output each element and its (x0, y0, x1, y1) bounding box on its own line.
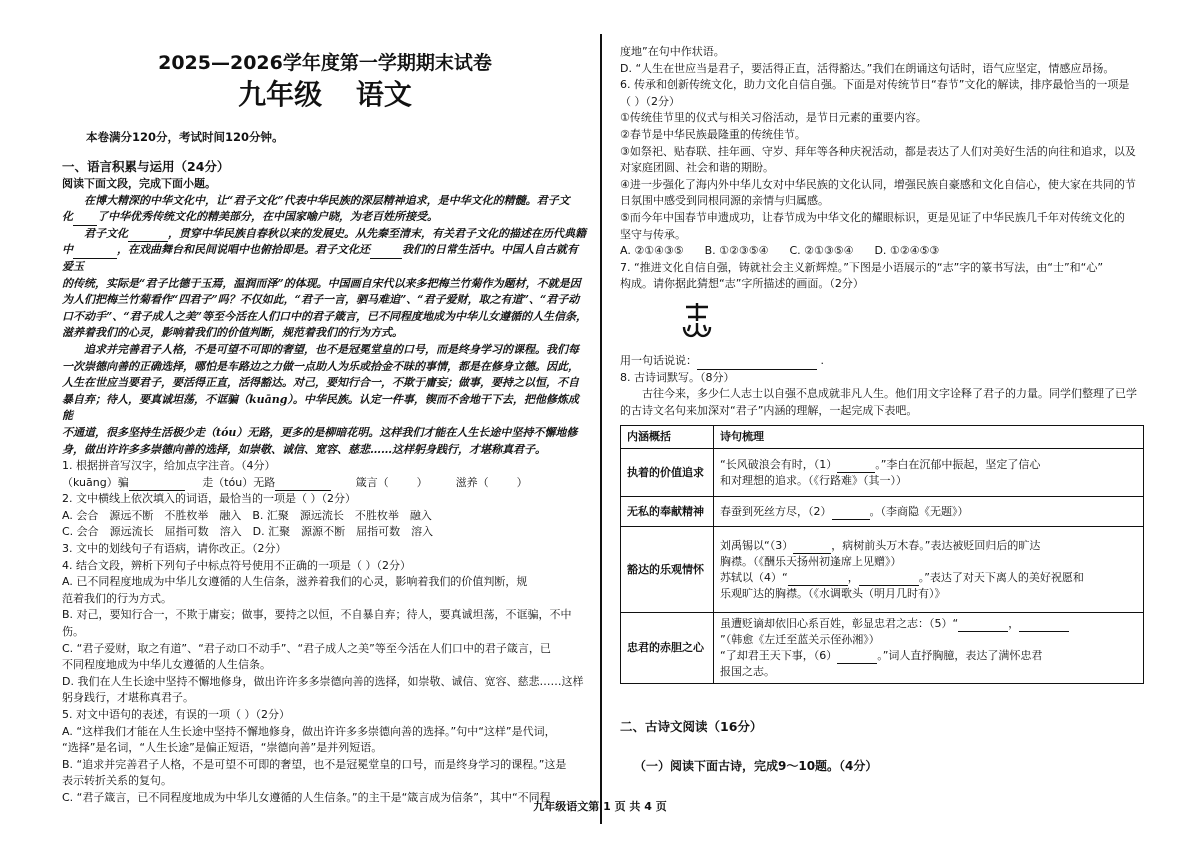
section-2-title: 二、古诗文阅读（16分） (620, 719, 763, 735)
question-6-item: ②春节是中华民族最隆重的传统佳节。 (620, 127, 806, 141)
question-4: 4. 结合文段，辨析下列句子中标点符号使用不正确的一项是（ ）（2分） (62, 558, 411, 572)
question-8: 8. 古诗词默写。（8分） (620, 370, 735, 384)
answer-blank[interactable] (275, 478, 331, 491)
table-key-cell: 忠君的赤胆之心 (621, 613, 714, 684)
question-5: 5. 对文中语句的表述，有误的一项（ ）（2分） (62, 708, 290, 721)
answer-blank[interactable] (837, 460, 875, 473)
grade-label: 九年级 (238, 78, 323, 111)
passage-line: 滋养着我们的心灵，影响着我们的价值判断，规范着我们的行为方式。 (62, 326, 403, 340)
question-5-option-d: D. “人生在世应当是君子，要活得正直，活得豁达。”我们在朗诵这句话时，语气应坚定，情感应昂扬。 (620, 61, 1115, 75)
answer-blank[interactable] (788, 573, 848, 586)
question-7: 构成。请你据此猜想“志”字所描述的画面。（2分） (620, 277, 864, 291)
table-header-cell: 内涵概括 (621, 426, 714, 449)
question-5-option-a: “选择”是名词，“人生长途”是偏正短语，“崇德向善”是并列短语。 (62, 741, 383, 755)
table-key-cell: 执着的价值追求 (621, 449, 714, 497)
question-8-intro: 的古诗文名句来加深对“君子”内涵的理解，一起完成下表吧。 (620, 403, 918, 417)
answer-blank[interactable] (859, 573, 919, 586)
exam-title: 2025—2026学年度第一学期期末试卷 (158, 52, 492, 74)
subject-label: 语文 (355, 78, 412, 111)
question-6-item: 日氛围中感受到同根同源的亲情与归属感。 (620, 194, 829, 208)
answer-blank[interactable] (697, 357, 817, 370)
table-value-cell: 刘禹锡以“（3） ，病树前头万木春。”表达被贬回归后的旷达 胸襟。（《酬乐天扬州初逢席上见赠》） 苏轼以（4）“ ， 。”表达了对天下离人的美好祝愿和 乐观旷达的胸襟。（《水调歌头（明月几时有）》 (714, 527, 1144, 613)
seal-glyph-icon (680, 301, 714, 341)
passage-line: 为人们把梅兰竹菊看作“四君子”吗？不仅如此，“君子一言，驷马难追”、“君子爱财，取之有道”、“君子动 (62, 293, 580, 307)
question-4-option-c: C. “君子爱财，取之有道”、“君子动口不动手”、“君子成人之美”等至今活在人们口中的君子箴言，已 (62, 641, 551, 655)
answer-blank[interactable] (129, 478, 185, 491)
passage-line: 暴自弃；待人，要真诚坦荡，不诓骗（kuāng）。中华民族。认定一件事，锲而不舍地干下去，把他修炼成能 (62, 392, 579, 423)
question-7-answer: 用一句话说说： . (620, 353, 1142, 370)
question-7: 7. “推进文化自信自强，铸就社会主义新辉煌。”下图是小语展示的“志”字的篆书写法，由“士”和“心” (620, 260, 1104, 274)
blank-1[interactable] (73, 213, 97, 226)
question-5-option-a: A. “这样我们才能在人生长途中坚持不懈地修身，做出许许多多崇德向善的选择。”句中“这样”是代词， (62, 724, 556, 738)
question-2: 2. 文中横线上依次填入的词语，最恰当的一项是（ ）（2分） (62, 492, 356, 506)
question-5-option-b: B. “追求并完善君子人格，不是可望不可即的奢望，也不是冠冕堂皇的口号，而是终身学习的课程。”这是 (62, 757, 567, 771)
question-6-paren: （ ）（2分） (620, 94, 680, 108)
table-row (621, 497, 1144, 527)
blank-2[interactable] (128, 229, 168, 242)
passage-line: 在博大精深的中华文化中，让“君子文化”代表中华民族的深层精神追求，是中华文化的精髓。君子文 (84, 193, 570, 207)
question-6-item: ③如祭祀、贴春联、挂年画、守岁、拜年等各种庆祝活动，都是表达了人们对美好生活的向往和追求，以及 (620, 144, 1136, 158)
question-4-option-a: A. 已不同程度地成为中华儿女遵循的人生信条，滋养着我们的心灵，影响着我们的价值判断，规 (62, 575, 528, 589)
question-6-options: A. ②①④③⑤ B. ①②③⑤④ C. ②①③⑤④ D. ①②④⑤③ (620, 244, 940, 258)
passage-line: 化 了中华优秀传统文化的精美部分，在中国家喻户晓，为老百姓所接受。 (62, 209, 588, 226)
question-6-item: ①传统佳节里的仪式与相关习俗活动，是节日元素的重要内容。 (620, 111, 927, 125)
passage-line: 身，做出许许多多崇德向善的选择，如崇敬、诚信、宽容、慈悲……这样躬身践行，才堪称真君子。 (62, 442, 546, 456)
section-2-subtitle: （一）阅读下面古诗，完成9～10题。（4分） (634, 759, 878, 774)
question-2-options: C. 会合 源远流长 屈指可数 溶入 D. 汇聚 源源不断 屈指可数 溶入 (62, 525, 434, 539)
question-4-option-b: B. 对己，要知行合一，不欺于庸妄；做事，要持之以恒，不自暴自弃；待人，要真诚坦荡，不诓骗，不中伤。 (62, 608, 572, 639)
question-4-option-d: 躬身践行，才堪称真君子。 (62, 691, 194, 705)
passage-line: 人生在世应当要君子，要活得正直，活得豁达。对己，要知行合一，不欺于庸妄；做事，要持之以恒，不自 (62, 376, 579, 390)
question-1: 1. 根据拼音写汉字，给加点字注音。（4分） (62, 459, 276, 473)
page-footer: 九年级语文第 1 页 共 4 页 (533, 800, 667, 813)
table-key-cell: 豁达的乐观情怀 (621, 527, 714, 613)
table-value-cell: “长风破浪会有时，（1） 。”李白在沉郁中振起，坚定了信心 和对理想的追求。（《行路难》（其一）） (714, 449, 1144, 497)
answer-blank[interactable] (1019, 619, 1069, 632)
seal-script-zhi-glyph (680, 301, 1142, 345)
question-8-intro: 古往今来，多少仁人志士以自强不息成就非凡人生。他们用文字诠释了君子的力量。同学们整理了已学 (642, 387, 1137, 401)
question-1-items: （kuāng）骗 走（tóu）无路 箴言（ ） 滋养（ ） (62, 475, 588, 492)
passage-line: 不通道，很多坚持生活极少走（tóu）无路，更多的是柳暗花明。这样我们才能在人生长途中坚持不懈地修 (62, 425, 578, 439)
table-header-cell: 诗句梳理 (714, 426, 1144, 449)
table-row (621, 449, 1144, 497)
table-key-cell: 无私的奉献精神 (621, 497, 714, 527)
table-header-row (621, 426, 1144, 449)
question-6-item: ④进一步强化了海内外中华儿女对中华民族的文化认同，增强民族自豪感和文化自信心，使大家在共同的节 (620, 177, 1136, 191)
passage-line: 君子文化 ，贯穿中华民族自春秋以来的发展史。从先秦至清末，有关君子文化的描述在历代典籍 (62, 226, 588, 243)
question-4-option-d: D. 我们在人生长途中坚持不懈地修身，做出许许多多崇德向善的选择，如崇敬、诚信、宽容、慈悲……这样 (62, 674, 584, 688)
question-6: 6. 传承和创新传统文化，助力文化自信自强。下面是对传统节日“春节”文化的解读，排序最恰当的一项是 (620, 78, 1130, 92)
answer-blank[interactable] (958, 619, 1008, 632)
exam-note: 本卷满分120分，考试时间120分钟。 (86, 130, 284, 144)
question-5-option-c: C. “君子箴言，已不同程度地成为中华儿女遵循的人生信条。”的主干是“箴言成为信条”，其中“不同程 (62, 790, 551, 804)
table-row (621, 613, 1144, 684)
blank-4[interactable] (370, 246, 402, 259)
blank-3[interactable] (73, 246, 117, 259)
table-value-cell: 虽遭贬谪却依旧心系百姓，彰显忠君之志：（5）“ ， ”（韩愈《左迁至蓝关示侄孙湘》） “了却君王天下事，（6） 。”词人直抒胸臆，表达了满怀忠君 报国之志。 (714, 613, 1144, 684)
table-row (621, 527, 1144, 613)
right-column (600, 0, 1200, 848)
question-4-option-c: 不同程度地成为中华儿女遵循的人生信条。 (62, 658, 271, 672)
question-6-item: 坚守与传承。 (620, 227, 686, 241)
section-1-title: 一、语言积累与运用（24分） (62, 159, 230, 174)
poetry-table (620, 425, 1144, 684)
continued-line: 度地”在句中作状语。 (620, 45, 725, 58)
passage-line: 口不动手”、“君子成人之美”等至今活在人们口中的君子箴言，已不同程度地成为中华儿女遵循的人生信条， (62, 309, 587, 323)
answer-blank[interactable] (832, 507, 870, 520)
question-2-options: A. 会合 源远不断 不胜枚举 融入 B. 汇聚 源远流长 不胜枚举 融入 (62, 508, 432, 522)
answer-blank[interactable] (837, 651, 877, 664)
question-5-option-b: 表示转折关系的复句。 (62, 774, 172, 788)
question-4-option-a: 范着我们的行为方式。 (62, 591, 172, 605)
answer-blank[interactable] (793, 541, 831, 554)
section-1-intro: 阅读下面文段，完成下面小题。 (62, 177, 216, 190)
passage-line: 中 ，在戏曲舞台和民间说唱中也俯拾即是。君子文化还 我们的日常生活中。中国人自古就有爱玉 (62, 243, 578, 273)
passage-line: 追求并完善君子人格，不是可望不可即的奢望，也不是冠冕堂皇的口号，而是终身学习的课程。我们每 (84, 342, 579, 356)
question-6-item: 对家庭团圆、社会和谐的期盼。 (620, 161, 774, 175)
grade-subject (62, 76, 588, 114)
question-3: 3. 文中的划线句子有语病，请你改正。（2分） (62, 542, 287, 556)
question-6-item: ⑤而今年中国春节申遗成功，让春节成为中华文化的耀眼标识，更是见证了中华民族几千年对传统文化的 (620, 210, 1125, 224)
passage-line: 的传统，实际是“君子比德于玉焉，温润而泽”的体现。中国画自宋代以来多把梅兰竹菊作为题材，不就是因 (62, 276, 581, 290)
table-value-cell: 春蚕到死丝方尽，（2） 。（李商隐《无题》） (714, 497, 1144, 527)
passage-line: 一次崇德向善的正确选择，哪怕是车路边之力做一点助人为乐或拾金不昧的事情，都是在修身立德。因此， (62, 359, 579, 373)
